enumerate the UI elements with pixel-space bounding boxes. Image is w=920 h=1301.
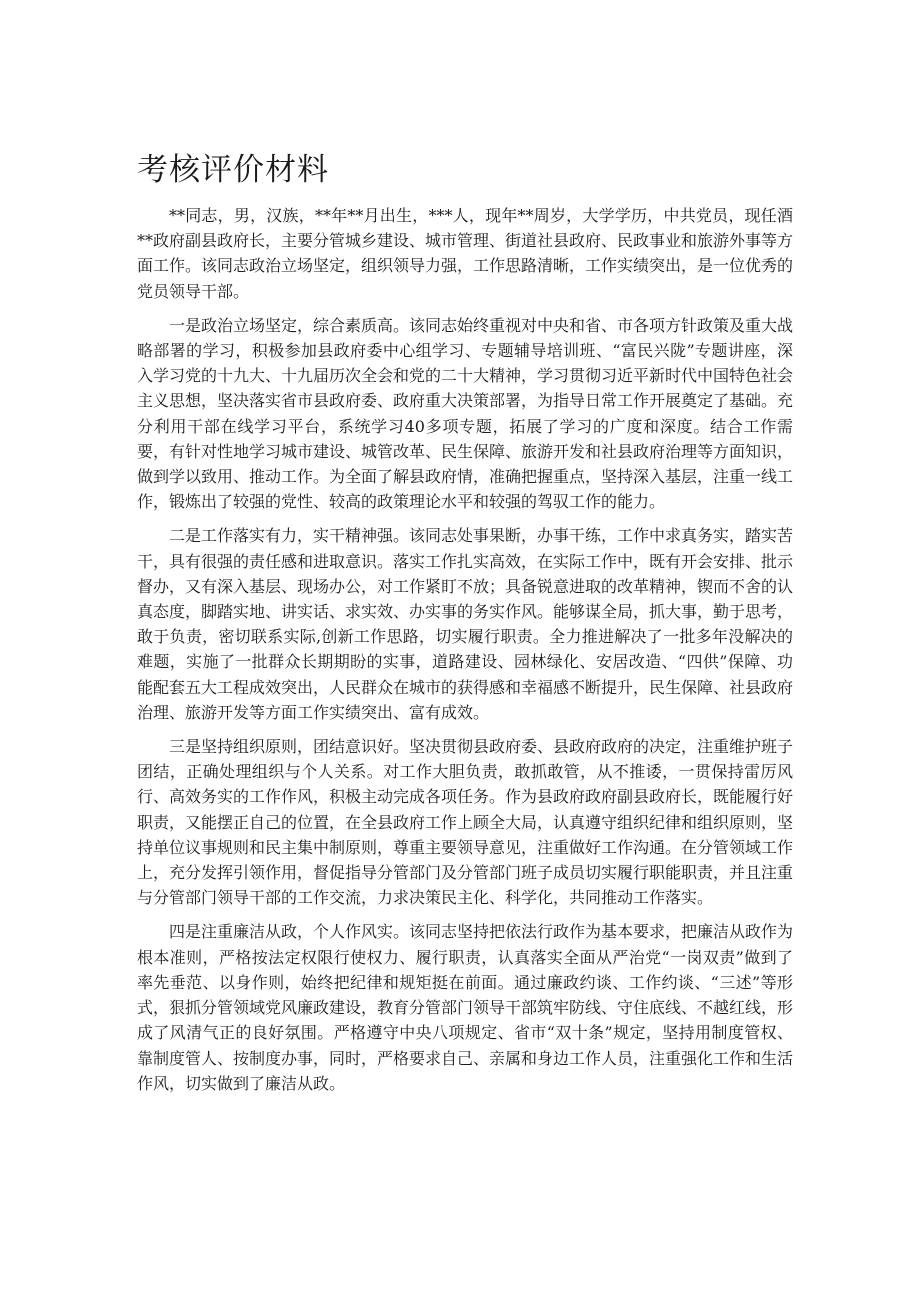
paragraph-integrity: 四是注重廉洁从政，个人作风实。该同志坚持把依法行政作为基本要求，把廉洁从政作为根本准则，严格按法定权限行使权力、履行职责，认真落实全面从严治党“一岗双责”做到了率先垂范、以身作则，始终把纪律和规矩挺在前面。通过廉政约谈、工作约谈、“三述”等形式，狠抓分管领域党风廉政建设，教育分管部门领导干部筑牢防线、守住底线、不越红线，形成了风清气正的良好氛围。严格遵守中央八项规定、省市“双十条”规定，坚持用制度管权、靠制度管人、按制度办事，同时，严格要求自己、亲属和身边工作人员，注重强化工作和生活作风，切实做到了廉洁从政。 [137, 922, 794, 1093]
paragraph-political-stance: 一是政治立场坚定，综合素质高。该同志始终重视对中央和省、市各项方针政策及重大战略部署的学习，积极参加县政府委中心组学习、专题辅导培训班、“富民兴陇”专题讲座，深入学习党的十九大、十九届历次全会和党的二十大精神，学习贯彻习近平新时代中国特色社会主义思想，坚决落实省市县政府委、政府重大决策部署，为指导日常工作开展奠定了基础。充分利用干部在线学习平台，系统学习40多项专题，拓展了学习的广度和深度。结合工作需要，有针对性地学习城市建设、城管改革、民生保障、旅游开发和社县政府治理等方面知识，做到学以致用、推动工作。为全面了解县政府情，准确把握重点，坚持深入基层，注重一线工作，锻炼出了较强的党性、较高的政策理论水平和较强的驾驭工作的能力。 [137, 315, 794, 512]
paragraph-intro: **同志，男，汉族，**年**月出生，***人，现年**周岁，大学学历，中共党员，现任酒**政府副县政府长，主要分管城乡建设、城市管理、街道社县政府、民政事业和旅游外事等方面工作。该同志政治立场坚定，组织领导力强，工作思路清晰，工作实绩突出，是一位优秀的党员领导干部。 [137, 206, 794, 301]
document-title: 考核评价材料 [137, 152, 329, 188]
document-body [137, 203, 793, 1105]
paragraph-work-implementation: 二是工作落实有力，实干精神强。该同志处事果断，办事干练，工作中求真务实，踏实苦干，具有很强的责任感和进取意识。落实工作扎实高效，在实际工作中，既有开会安排、批示督办，又有深入基层、现场办公，对工作紧盯不放；具备锐意进取的改革精神，锲而不舍的认真态度，脚踏实地、讲实话、求实效、办实事的务实作风。能够谋全局，抓大事，勤于思考，敢于负责，密切联系实际,创新工作思路，切实履行职责。全力推进解决了一批多年没解决的难题，实施了一批群众长期期盼的实事，道路建设、园林绿化、安居改造、“四供”保障、功能配套五大工程成效突出，人民群众在城市的获得感和幸福感不断提升，民生保障、社县政府治理、旅游开发等方面工作实绩突出、富有成效。 [137, 526, 794, 722]
paragraph-organizational-principle: 三是坚持组织原则，团结意识好。坚决贯彻县政府委、县政府政府的决定，注重维护班子团结，正确处理组织与个人关系。对工作大胆负责，敢抓敢管，从不推诿，一贯保持雷厉风行、高效务实的工作作风，积极主动完成各项任务。作为县政府政府副县政府长，既能履行好职责，又能摆正自己的位置，在全县政府工作上顾全大局，认真遵守组织纪律和组织原则，坚持单位议事规则和民主集中制原则，尊重主要领导意见，注重做好工作沟通。在分管领域工作上，充分发挥引领作用，督促指导分管部门及分管部门班子成员切实履行职能职责，并且注重与分管部门领导干部的工作交流，力求决策民主化、科学化，共同推动工作落实。 [137, 737, 794, 908]
